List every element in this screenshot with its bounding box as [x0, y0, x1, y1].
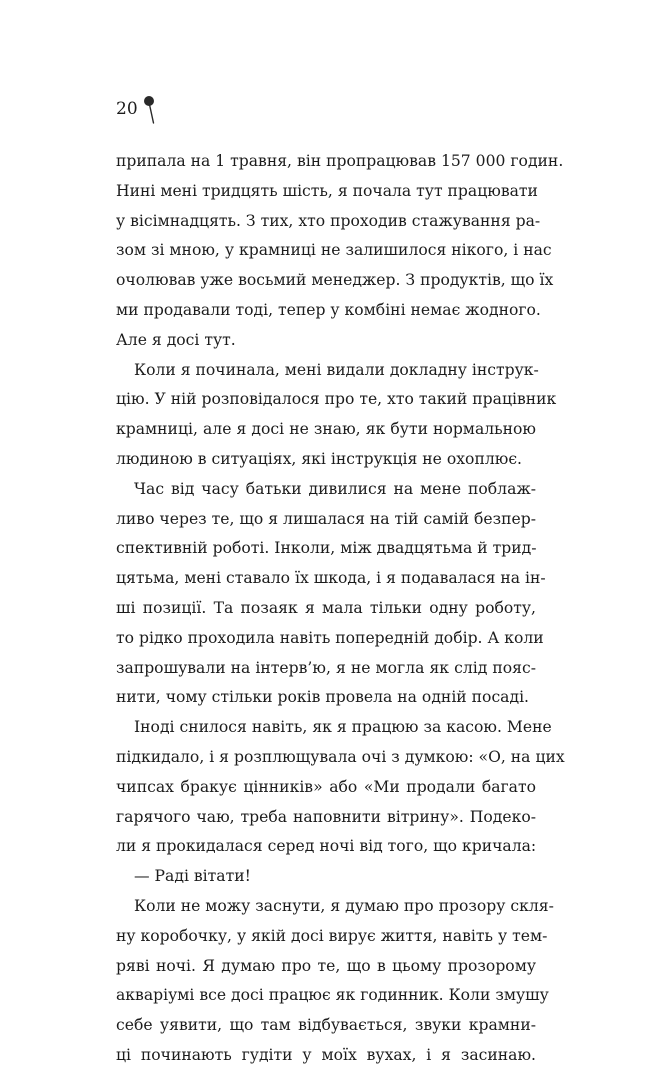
text-line: ці починають гудіти у моїх вухах, і я засинаю.: [116, 1045, 536, 1064]
text-line: цятьма, мені ставало їх шкода, і я подавалася на ін-: [116, 569, 546, 588]
page-header: [116, 92, 158, 126]
text-line: себе уявити, що там відбувається, звуки крамни-: [116, 1016, 536, 1035]
text-line: нити, чому стільки років провела на одній посаді.: [116, 688, 530, 707]
text-line: Нині мені тридцять шість, я почала тут працювати: [116, 181, 538, 200]
text-line: ші позиції. Та позаяк я мала тільки одну роботу,: [116, 598, 536, 617]
text-line: очолював уже восьмий менеджер. З продуктів, що їх: [116, 271, 554, 290]
text-line: ли я прокидалася серед ночі від того, що кричала:: [116, 837, 537, 856]
text-line: запрошували на інтерв’ю, я не могла як слід пояс-: [116, 658, 536, 677]
text-line: то рідко проходила навіть попередній добір. А коли: [116, 628, 544, 647]
text-line: цію. У ній розповідалося про те, хто такий працівник: [116, 390, 557, 409]
text-line: ну коробочку, у якій досі вирує життя, навіть у тем-: [116, 926, 548, 945]
text-line: зом зі мною, у крамниці не залишилося нікого, і нас: [116, 241, 552, 260]
text-line: спективній роботі. Інколи, між двадцятьма й трид-: [116, 539, 537, 558]
text-line: припала на 1 травня, він пропрацював 157 000 годин.: [116, 152, 564, 170]
text-line: Коли я починала, мені видали докладну інструк-: [134, 360, 539, 379]
text-line: підкидало, і я розплющувала очі з думкою: «О, на цих: [116, 747, 565, 766]
text-line: ливо через те, що я лишалася на тій самій безпер-: [116, 509, 536, 528]
text-line: чипсах бракує цінників» або «Ми продали багато: [116, 777, 536, 796]
pushpin-icon: [144, 94, 158, 126]
text-line: Іноді снилося навіть, як я працюю за касою. Мене: [134, 718, 552, 737]
text-line: Час від часу батьки дивилися на мене поблаж-: [134, 479, 536, 498]
text-line: крамниці, але я досі не знаю, як бути нормальною: [116, 420, 536, 439]
body-text: [116, 147, 565, 1071]
text-line: ми продавали тоді, тепер у комбіні немає жодного.: [116, 300, 541, 319]
text-line: акваріумі все досі працює як годинник. Коли змушу: [116, 986, 549, 1005]
page-number: 20: [116, 99, 138, 119]
text-line: гарячого чаю, треба наповнити вітрину». Подеко-: [116, 807, 536, 826]
text-line: Коли не можу заснути, я думаю про прозору скля-: [134, 896, 554, 915]
text-line: людиною в ситуаціях, які інструкція не охоплює.: [116, 449, 523, 468]
text-line: Але я досі тут.: [116, 330, 236, 349]
text-line: ряві ночі. Я думаю про те, що в цьому прозорому: [116, 956, 536, 975]
text-line: у вісімнадцять. З тих, хто проходив стажування ра-: [116, 211, 541, 230]
text-line: — Раді вітати!: [134, 867, 251, 886]
